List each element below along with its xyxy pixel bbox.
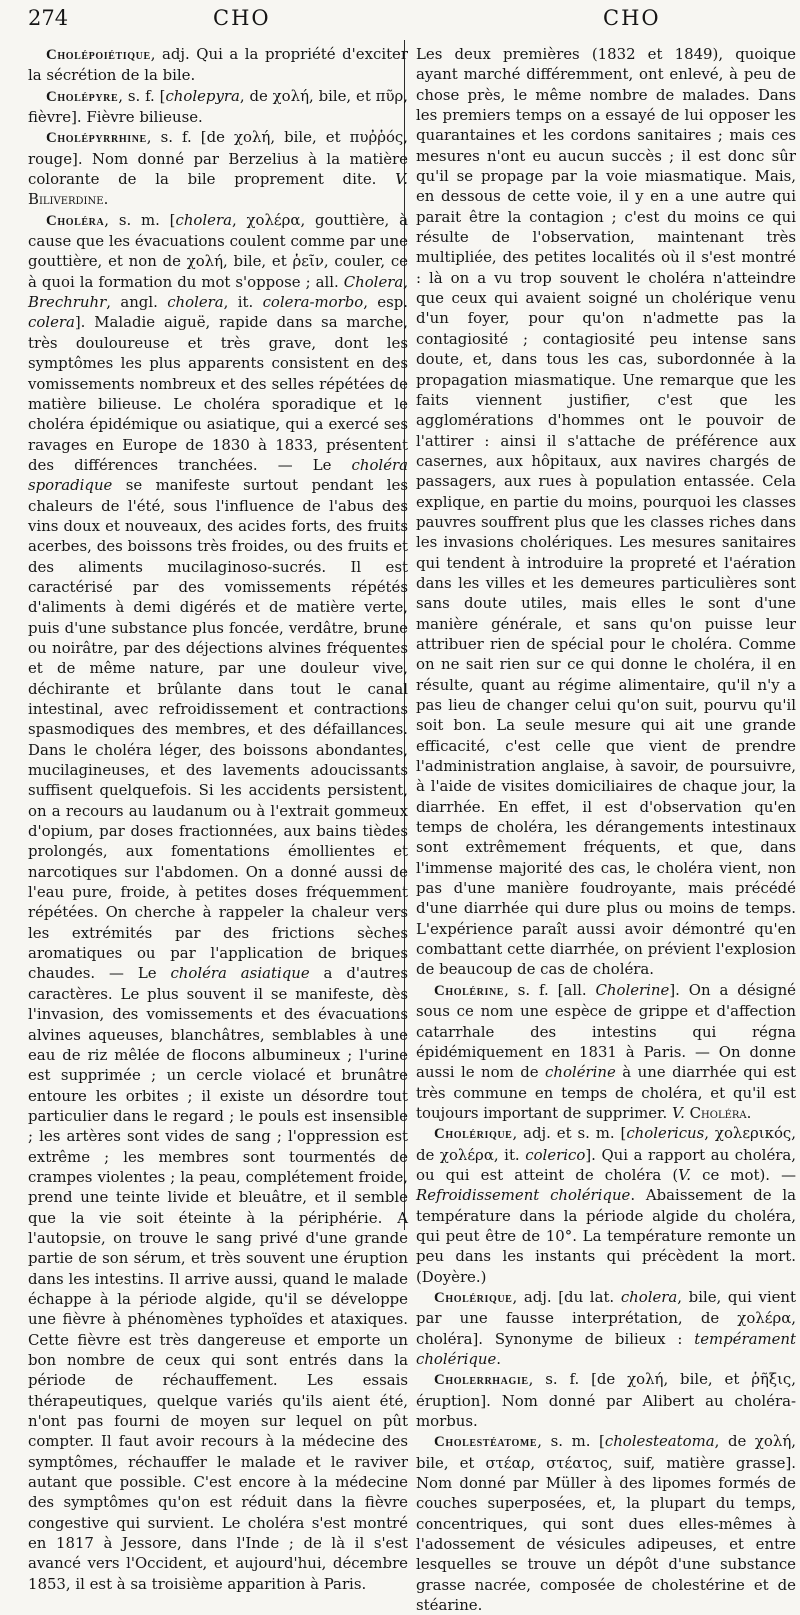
italic-text: tempérament cholérique	[416, 1329, 796, 1368]
dictionary-entry	[416, 1123, 796, 1287]
italic-text: cholericus	[626, 1124, 705, 1143]
entry-text: , s. f. [	[118, 86, 166, 105]
entry-text: , adj. [du lat.	[512, 1287, 621, 1306]
right-column	[416, 44, 796, 1615]
entry-text: ce mot). —	[691, 1165, 797, 1184]
dictionary-entry	[416, 1287, 796, 1369]
entry-text: , s. m. [	[104, 210, 176, 229]
entry-text: , χολερικός, de χολέρα, it.	[416, 1124, 796, 1164]
italic-text: cholepyra	[165, 86, 240, 105]
entry-text: ]. Qui a rapport au choléra, ou qui est atteint de choléra (	[416, 1145, 796, 1184]
italic-text: cholesteatoma	[604, 1432, 715, 1451]
page-number: 274	[28, 6, 69, 30]
entry-text: , bile, qui vient par une fausse interprétation, de χολέρα, choléra]. Synonyme de bilieux :	[416, 1287, 797, 1348]
entry-text: .	[103, 190, 109, 209]
running-head-right: CHO	[603, 6, 661, 30]
entry-headword: Cholépyrrhine	[46, 130, 147, 147]
entry-text: , s. f. [de χολή, bile, et πυῤῥός, rouge]. Nom donné par Berzelius à la matière colorante de la bile proprement dite.	[28, 128, 408, 189]
italic-text: cholérine	[545, 1063, 616, 1082]
dictionary-entry	[28, 127, 408, 209]
italic-text: V.	[395, 170, 408, 189]
dictionary-entry	[28, 210, 408, 1594]
entry-text: .	[746, 1103, 752, 1122]
entry-text: . Abaissement de la température dans la période algide du choléra, qui peut être de 10°. La température remonte un peu dans les instants qui précèdent la mort. (Doyère.)	[416, 1186, 796, 1286]
entry-headword: Cholérique	[434, 1289, 513, 1306]
dictionary-entry	[28, 44, 408, 86]
italic-text: choléra asiatique	[170, 964, 310, 983]
italic-text: choléra sporadique	[28, 455, 408, 495]
italic-text: V.	[672, 1103, 685, 1122]
entry-text: , de χολή, bile, et πῦρ, fièvre]. Fièvre bilieuse.	[28, 86, 408, 127]
entry-text: , adj. Qui a la propriété d'exciter la sécrétion de la bile.	[28, 45, 408, 85]
cross-reference: Choléra	[689, 1103, 747, 1122]
italic-text: cholera	[175, 210, 232, 229]
dictionary-entry	[416, 44, 796, 980]
entry-headword: Cholérique	[434, 1126, 513, 1143]
italic-text: cholera	[167, 293, 224, 312]
entry-text: à une diarrhée qui est très commune en temps de choléra, et qu'il est toujours important de supprimer.	[416, 1063, 797, 1122]
entry-headword: Cholérine	[434, 982, 505, 999]
italic-text: Refroidissement cholérique	[416, 1186, 631, 1205]
entry-headword: Cholerrhagie	[434, 1372, 529, 1389]
entry-text: ]. Maladie aiguë, rapide dans sa marche, très douloureuse et très grave, dont les symptômes les plus apparents consistent en des vomissements nombreux et des selles répétées de matière bilieuse. Le choléra sporadique et le choléra épidémique ou asiatique, qui a exercé ses ravages en Europe de 1830 à 1833, présentent des différences tranchées. — Le	[28, 313, 408, 474]
italic-text: Cholerine	[595, 980, 670, 999]
entry-text: , adj. et s. m. [	[512, 1124, 627, 1143]
entry-text: ]. On a désigné sous ce nom une espèce de grippe et d'affection catarrhale des intestins qui régna épidémiquement en 1831 à Paris. — On donne aussi le nom de	[416, 980, 796, 1082]
cross-reference: Biliverdine	[28, 190, 104, 209]
entry-text: , s. m. [	[537, 1432, 605, 1451]
entry-text: , it.	[223, 293, 263, 312]
dictionary-entry	[416, 980, 796, 1123]
entry-text: , esp.	[363, 293, 409, 312]
dictionary-entry	[416, 1431, 796, 1615]
entry-text: .	[496, 1350, 502, 1368]
entry-headword: Cholépoiétique	[46, 47, 151, 63]
dictionary-entry	[28, 86, 408, 128]
italic-text: colera	[28, 313, 75, 332]
entry-headword: Cholestéatome	[434, 1434, 538, 1451]
dictionary-entry	[416, 1369, 796, 1431]
entry-headword: Choléra	[46, 212, 105, 229]
italic-text: V.	[678, 1165, 692, 1184]
italic-text: cholera	[620, 1287, 678, 1306]
entry-text: , χολέρα, gouttière, à cause que les évacuations coulent comme par une gouttière, et non de χολή, bile, et ῥεῖν, couler, ce à quoi la formation du mot s'oppose ; all.	[28, 210, 408, 291]
italic-text: Cholera, Brechruhr	[28, 272, 408, 312]
italic-text: colerico	[525, 1145, 586, 1164]
page-header	[28, 6, 790, 40]
entry-text: , de χολή, bile, et στέαρ, στέατος, suif, matière grasse]. Nom donné par Müller à des lipomes formés de couches superposées, et, la plupart du temps, concentriques, qui sont dues elles-mêmes à l'adossement de vésicules adipeuses, et entre lesquelles se trouve un dépôt d'une substance grasse nacrée, composée de cholestérine et de stéarine.	[416, 1432, 796, 1615]
entry-text: , s. f. [all.	[504, 980, 596, 999]
entry-text: , s. f. [de χολή, bile, et ῥῆξις, éruption]. Nom donné par Alibert au choléra-morbus.	[416, 1370, 796, 1431]
italic-text: colera-morbo	[262, 293, 364, 312]
entry-text: a d'autres caractères. Le plus souvent il se manifeste, dès l'invasion, des vomissements et des évacuations alvines aqueuses, blanchâtres, semblables à une eau de riz mêlée de flocons albumineux ; l'urine est supprimée ; un cercle violacé et brunâtre entoure les orbites ; il existe un désordre tout particulier dans le regard ; le pouls est insensible ; les artères sont vides de sang ; l'oppression est extrême ; les membres sont tourmentés de crampes violentes ; la peau, complétement froide, prend une teinte livide et bleuâtre, et il semble que la vie soit éteinte à la périphérie. A l'autopsie, on trouve le sang privé d'une grande partie de son sérum, et très souvent une éruption dans les intestins. Il arrive aussi, quand le malade échappe à la période algide, qu'il se développe une fièvre à phénomènes typhoïdes et ataxiques. Cette fièvre est très dangereuse et emporte un bon nombre de ceux qui sont entrés dans la période de réchauffement. Les essais thérapeutiques, quelque variés qu'ils aient été, n'ont pas fourni de moyen sur lequel on pût compter. Il faut avoir recours à la médecine des symptômes, réchauffer le malade et le raviver autant que possible. C'est encore à la médecine des symptômes qu'on est réduit dans la fièvre congestive qui survient. Le choléra s'est montré en 1817 à Jessore, dans l'Inde ; de là il s'est avancé vers l'Occident, et aujourd'hui, décembre 1853, il est à sa troisième apparition à Paris.	[28, 964, 408, 1593]
entry-text: , angl.	[106, 293, 168, 312]
entry-text: Les deux premières (1832 et 1849), quoique ayant marché différemment, ont enlevé, à peu de chose près, le même nombre de malades. Dans les premiers temps on a essayé de lui opposer les quarantaines et les cordons sanitaires ; mais ces mesures n'ont eu aucun succès ; il est donc sûr qu'il se propage par la voie miasmatique. Mais, en dessous de cette voie, il y en a une autre qui parait être la contagion ; c'est du moins ce qui résulte de l'observation, maintenant très multipliée, des petites localités où il s'est montré : là on a vu trop souvent le choléra n'atteindre que ceux qui avaient soigné un cholérique venu d'un foyer, pour qu'on n'admette pas la contagiosité ; contagiosité peu intense sans doute, et, dans tous les cas, subordonnée à la propagation miasmatique. Une remarque que les faits viennent justifier, c'est que les agglomérations d'hommes ont le pouvoir de l'attirer : ainsi il s'attache de préférence aux casernes, aux hôpitaux, aux navires chargés de passagers, aux rues à population entassée. Cela explique, en partie du moins, pourquoi les classes pauvres souffrent plus que les classes riches dans les invasions cholériques. Les mesures sanitaires qui tendent à introduire la propreté et l'aération dans les villes et les demeures particulières sont sans doute utiles, mais elles le sont d'une manière générale, et sans qu'on puisse leur attribuer rien de spécial pour le choléra. Comme on ne sait rien sur ce qui donne le choléra, il en résulte, quant au régime alimentaire, qu'il n'y a pas lieu de changer celui qu'on suit, pourvu qu'il soit bon. La seule mesure qui ait une grande efficacité, c'est celle que vient de prendre l'administration anglaise, à savoir, de poursuivre, à l'aide de visites domiciliaires de chaque jour, la diarrhée. En effet, il est d'observation qu'en temps de choléra, les dérangements intestinaux sont extrêmement fréquents, et que, dans l'immense majorité des cas, le choléra vient, non pas d'une manière foudroyante, mais précédé d'une diarrhée qui dure plus ou moins de temps. L'expérience paraît aussi avoir démontré qu'en combattant cette diarrhée, on prévient l'explosion de beaucoup de cas de choléra.	[416, 45, 796, 979]
running-head-left: CHO	[213, 6, 271, 30]
entry-text: se manifeste surtout pendant les chaleurs de l'été, sous l'influence de l'abus des vins doux et nouveaux, des acides forts, des fruits acerbes, des boissons très froides, ou des fruits et des aliments mucilaginoso-sucrés. Il est caractérisé par des vomissements répétés d'aliments à demi digérés et de matière verte, puis d'une substance plus foncée, verdâtre, brune ou noirâtre, par des déjections alvines fréquentes et de même nature, par une douleur vive, déchirante et brûlante dans tout le canal intestinal, avec refroidissement et contractions spasmodiques des membres, et des défaillances. Dans le choléra léger, des boissons abondantes, mucilagineuses, et des lavements adoucissants suffisent quelquefois. Si les accidents persistent, on a recours au laudanum ou à l'extrait gommeux d'opium, par doses fractionnées, aux bains tièdes prolongés, aux fomentations émollientes et narcotiques sur l'abdomen. On a donné aussi de l'eau pure, froide, à petites doses fréquemment répétées. On cherche à rappeler la chaleur vers les extrémités par des frictions sèches aromatiques ou par l'application de briques chaudes. — Le	[28, 476, 408, 983]
entry-headword: Cholépyre	[46, 88, 119, 105]
left-column	[28, 44, 408, 1594]
